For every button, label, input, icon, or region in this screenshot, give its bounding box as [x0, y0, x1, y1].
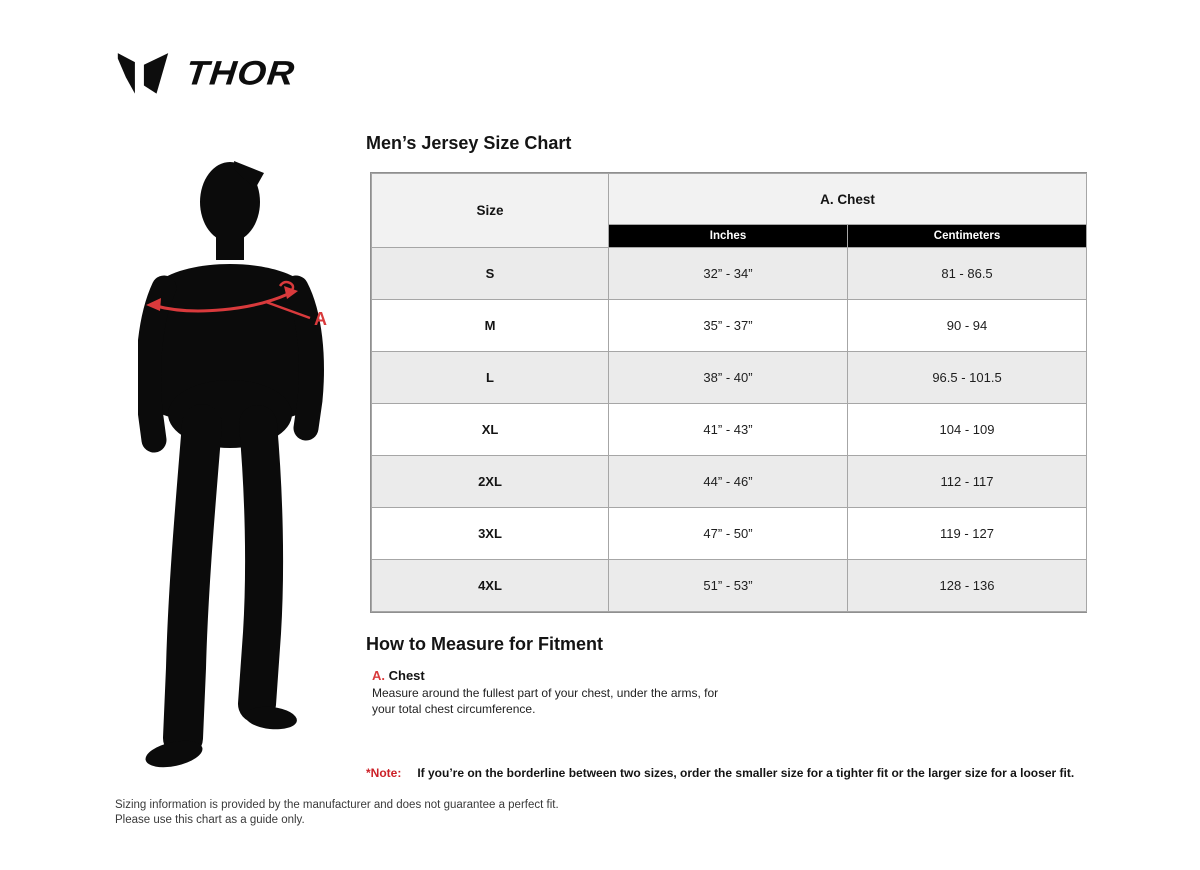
table-row: [372, 404, 1087, 456]
chest-marker-label: A: [314, 309, 327, 329]
size-label: L: [372, 352, 609, 404]
sizing-note: [366, 766, 1074, 780]
measure-item-chest: [372, 668, 425, 683]
inches-value: 38” - 40”: [609, 352, 848, 404]
centimeters-value: 112 - 117: [848, 456, 1087, 508]
table-row: [372, 560, 1087, 612]
table-row: [372, 508, 1087, 560]
male-silhouette-figure: [138, 158, 350, 778]
note-label: *Note:: [366, 766, 402, 780]
inches-value: 32” - 34”: [609, 248, 848, 300]
size-label: M: [372, 300, 609, 352]
size-label: XL: [372, 404, 609, 456]
inches-value: 35” - 37”: [609, 300, 848, 352]
centimeters-value: 119 - 127: [848, 508, 1087, 560]
centimeters-value: 96.5 - 101.5: [848, 352, 1087, 404]
thor-horns-icon: [116, 44, 170, 100]
table-row: [372, 248, 1087, 300]
inches-value: 47” - 50”: [609, 508, 848, 560]
column-group-header-chest: A. Chest: [609, 174, 1087, 225]
brand-logo: [116, 44, 297, 100]
manufacturer-disclaimer: [115, 798, 559, 828]
page-title: Men’s Jersey Size Chart: [366, 133, 572, 153]
table-row: [372, 352, 1087, 404]
size-chart-table-wrap: [370, 172, 1087, 613]
table-row: [372, 300, 1087, 352]
subheader-inches: Inches: [609, 225, 848, 248]
measure-item-description: Measure around the fullest part of your chest, under the arms, for your total chest circumference.: [372, 686, 719, 716]
subheader-centimeters: Centimeters: [848, 225, 1087, 248]
centimeters-value: 90 - 94: [848, 300, 1087, 352]
column-header-size: Size: [372, 174, 609, 248]
centimeters-value: 128 - 136: [848, 560, 1087, 612]
size-label: 4XL: [372, 560, 609, 612]
note-text: If you’re on the borderline between two sizes, order the smaller size for a tighter fit or the larger size for a looser fit.: [417, 766, 1075, 780]
fitment-section-title: How to Measure for Fitment: [366, 634, 604, 654]
measure-item-letter: A.: [372, 668, 385, 683]
centimeters-value: 104 - 109: [848, 404, 1087, 456]
inches-value: 51” - 53”: [609, 560, 848, 612]
measure-item-name: Chest: [385, 668, 425, 683]
size-label: 3XL: [372, 508, 609, 560]
size-label: S: [372, 248, 609, 300]
inches-value: 41” - 43”: [609, 404, 848, 456]
table-row: [372, 456, 1087, 508]
brand-logo-text: THOR: [184, 54, 297, 93]
disclaimer-line-2: Please use this chart as a guide only.: [115, 814, 305, 826]
inches-value: 44” - 46”: [609, 456, 848, 508]
silhouette-body: [143, 161, 311, 772]
size-label: 2XL: [372, 456, 609, 508]
centimeters-value: 81 - 86.5: [848, 248, 1087, 300]
disclaimer-line-1: Sizing information is provided by the manufacturer and does not guarantee a perfect fit.: [115, 799, 559, 811]
size-chart-table: [371, 173, 1087, 612]
